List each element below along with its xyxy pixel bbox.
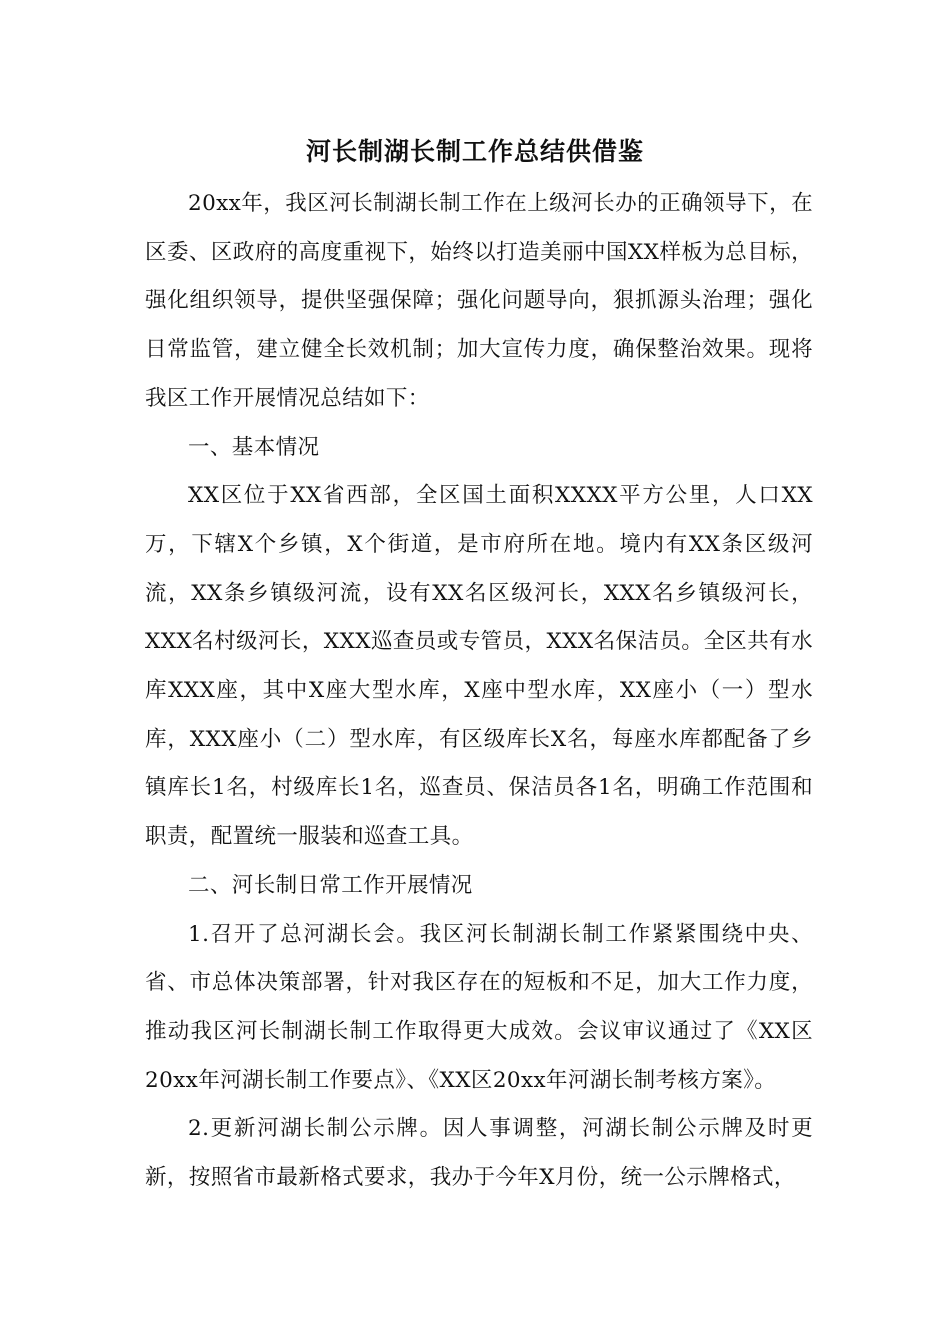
document-body [145, 180, 813, 1203]
section-heading-basic: 一、基本情况 [188, 434, 320, 460]
document-title: 河长制湖长制工作总结供借鉴 [305, 137, 644, 166]
paragraph-item-1: 1.召开了总河湖长会。我区河长制湖长制工作紧紧围绕中央、省、市总体决策部署，针对我区存在的短板和不足，加大工作力度，推动我区河长制湖长制工作取得更大成效。会议审议通过了《XX区20xx年河湖长制工作要点》、《XX区20xx年河湖长制考核方案》。 [145, 921, 813, 1093]
paragraph-item-2: 2.更新河湖长制公示牌。因人事调整，河湖长制公示牌及时更新，按照省市最新格式要求，我办于今年X月份，统一公示牌格式， [145, 1116, 813, 1191]
paragraph-basic-info: XX区位于XX省西部，全区国土面积XXXX平方公里，人口XX万，下辖X个乡镇，X个街道，是市府所在地。境内有XX条区级河流，XX条乡镇级河流，设有XX名区级河长，XXX名乡镇级河长，XXX名村级河长，XXX巡查员或专管员，XXX名保洁员。全区共有水库XXX座，其中X座大型水库，X座中型水库，XX座小（一）型水库，XXX座小（二）型水库，有区级库长X名，每座水库都配备了乡镇库长1名，村级库长1名，巡查员、保洁员各1名，明确工作范围和职责，配置统一服装和巡查工具。 [145, 483, 813, 850]
paragraph-intro: 20xx年，我区河长制湖长制工作在上级河长办的正确领导下，在区委、区政府的高度重视下，始终以打造美丽中国XX样板为总目标，强化组织领导，提供坚强保障；强化问题导向，狠抓源头治理；强化日常监管，建立健全长效机制；加大宣传力度，确保整治效果。现将我区工作开展情况总结如下： [145, 191, 813, 411]
section-heading-daily-work: 二、河长制日常工作开展情况 [188, 872, 473, 898]
